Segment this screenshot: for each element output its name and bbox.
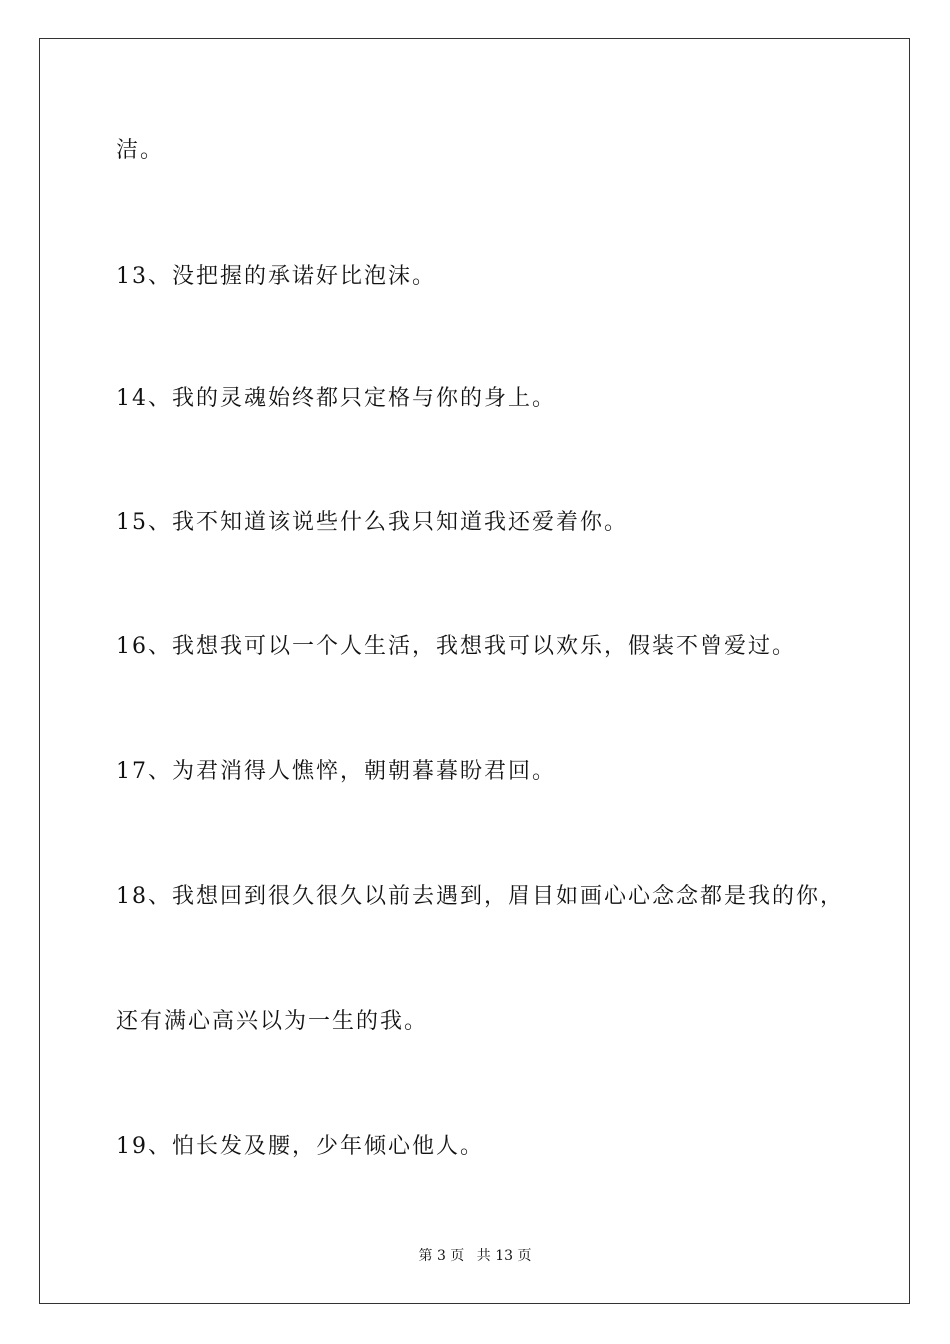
text-line: 18、我想回到很久很久以前去遇到，眉目如画心心念念都是我的你， — [116, 884, 844, 909]
text-line: 13、没把握的承诺好比泡沫。 — [116, 264, 436, 289]
text-line: 16、我想我可以一个人生活，我想我可以欢乐，假装不曾爱过。 — [116, 634, 796, 659]
page-number: 第 3 页 — [418, 1248, 465, 1264]
text-line: 洁。 — [116, 138, 165, 163]
text-line: 17、为君消得人憔悴，朝朝暮暮盼君回。 — [116, 759, 556, 784]
text-line: 14、我的灵魂始终都只定格与你的身上。 — [116, 386, 556, 411]
page-total: 共 13 页 — [476, 1248, 532, 1264]
page-frame — [39, 38, 910, 1304]
text-line: 19、怕长发及腰，少年倾心他人。 — [116, 1134, 484, 1159]
page-footer — [0, 1246, 950, 1266]
text-line: 还有满心高兴以为一生的我。 — [116, 1009, 429, 1034]
text-line: 15、我不知道该说些什么我只知道我还爱着你。 — [116, 510, 628, 535]
